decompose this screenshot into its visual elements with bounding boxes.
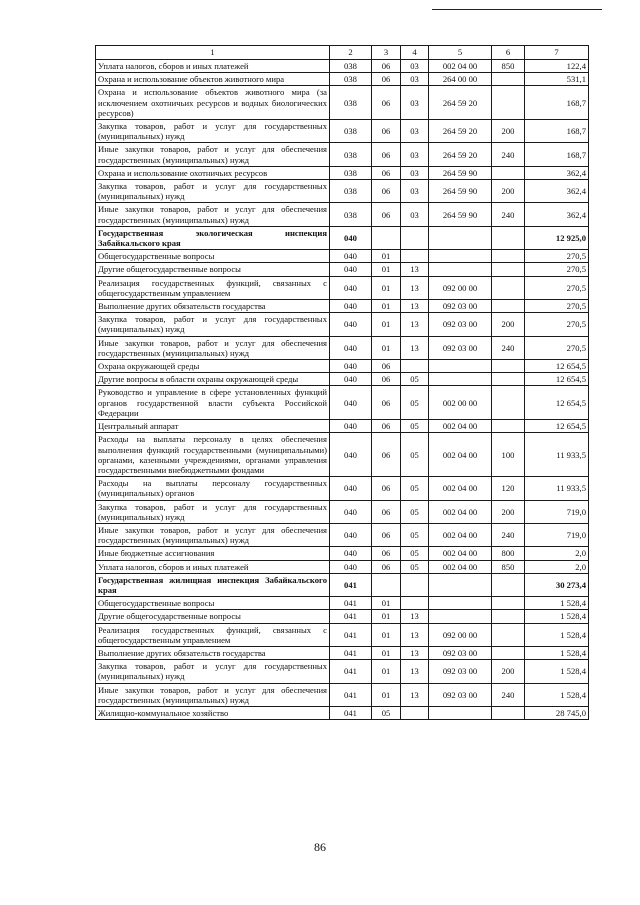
target-article-cell: 092 03 00 [429, 646, 492, 659]
section-code-cell [372, 573, 401, 596]
target-article-cell: 002 04 00 [429, 547, 492, 560]
target-article-cell: 092 03 00 [429, 313, 492, 336]
ministry-code-cell: 040 [330, 250, 372, 263]
subsection-code-cell: 03 [401, 180, 429, 203]
table-row [96, 263, 589, 276]
section-code-cell: 06 [372, 477, 401, 500]
expense-type-cell [492, 597, 525, 610]
amount-cell: 270,5 [525, 300, 589, 313]
row-name-cell: Другие общегосударственные вопросы [96, 610, 330, 623]
table-row [96, 433, 589, 477]
expense-type-cell [492, 86, 525, 120]
ministry-code-cell: 040 [330, 547, 372, 560]
ministry-code-cell: 038 [330, 86, 372, 120]
table-row [96, 336, 589, 359]
header-cell: 4 [401, 46, 429, 60]
amount-cell: 1 528,4 [525, 597, 589, 610]
target-article-cell: 264 59 20 [429, 86, 492, 120]
section-code-cell: 01 [372, 646, 401, 659]
target-article-cell [429, 610, 492, 623]
row-name-cell: Общегосударственные вопросы [96, 597, 330, 610]
subsection-code-cell: 13 [401, 313, 429, 336]
amount-cell: 11 933,5 [525, 477, 589, 500]
expense-type-cell [492, 623, 525, 646]
amount-cell: 531,1 [525, 73, 589, 86]
ministry-code-cell: 040 [330, 276, 372, 299]
subsection-code-cell: 13 [401, 300, 429, 313]
ministry-code-cell: 040 [330, 226, 372, 249]
expense-type-cell: 100 [492, 433, 525, 477]
table-row [96, 73, 589, 86]
expense-type-cell [492, 646, 525, 659]
table-row [96, 313, 589, 336]
ministry-code-cell: 040 [330, 420, 372, 433]
target-article-cell: 092 00 00 [429, 276, 492, 299]
target-article-cell: 002 04 00 [429, 420, 492, 433]
expense-type-cell [492, 166, 525, 179]
row-name-cell: Закупка товаров, работ и услуг для государственных (муниципальных) нужд [96, 313, 330, 336]
table-row [96, 373, 589, 386]
ministry-code-cell: 040 [330, 373, 372, 386]
ministry-code-cell: 041 [330, 706, 372, 719]
amount-cell: 719,0 [525, 523, 589, 546]
target-article-cell: 002 04 00 [429, 523, 492, 546]
target-article-cell: 264 00 00 [429, 73, 492, 86]
target-article-cell [429, 573, 492, 596]
expense-type-cell [492, 706, 525, 719]
table-row [96, 120, 589, 143]
subsection-code-cell [401, 597, 429, 610]
row-name-cell: Охрана и использование охотничьих ресурсов [96, 166, 330, 179]
subsection-code-cell: 05 [401, 523, 429, 546]
subsection-code-cell: 03 [401, 60, 429, 73]
header-cell: 3 [372, 46, 401, 60]
row-name-cell: Закупка товаров, работ и услуг для государственных (муниципальных) нужд [96, 500, 330, 523]
target-article-cell: 002 04 00 [429, 500, 492, 523]
row-name-cell: Руководство и управление в сфере установленных функций органов государственной власти субъекта Российской Федерации [96, 386, 330, 420]
ministry-code-cell: 040 [330, 360, 372, 373]
ministry-code-cell: 038 [330, 73, 372, 86]
table-row [96, 646, 589, 659]
ministry-code-cell: 040 [330, 386, 372, 420]
amount-cell: 1 528,4 [525, 623, 589, 646]
row-name-cell: Уплата налогов, сборов и иных платежей [96, 60, 330, 73]
target-article-cell [429, 706, 492, 719]
target-article-cell: 092 03 00 [429, 683, 492, 706]
row-name-cell: Жилищно-коммунальное хозяйство [96, 706, 330, 719]
header-cell: 6 [492, 46, 525, 60]
ministry-code-cell: 041 [330, 646, 372, 659]
ministry-code-cell: 040 [330, 263, 372, 276]
amount-cell: 30 273,4 [525, 573, 589, 596]
section-code-cell [372, 226, 401, 249]
section-code-cell: 06 [372, 523, 401, 546]
row-name-cell: Государственная жилищная инспекция Забайкальского края [96, 573, 330, 596]
table-row [96, 203, 589, 226]
table-row [96, 623, 589, 646]
expense-type-cell [492, 263, 525, 276]
section-code-cell: 06 [372, 143, 401, 166]
ministry-code-cell: 040 [330, 477, 372, 500]
ministry-code-cell: 038 [330, 60, 372, 73]
section-code-cell: 01 [372, 683, 401, 706]
target-article-cell: 002 04 00 [429, 433, 492, 477]
row-name-cell: Реализация государственных функций, связанных с общегосударственным управлением [96, 276, 330, 299]
subsection-code-cell: 13 [401, 683, 429, 706]
section-code-cell: 06 [372, 360, 401, 373]
amount-cell: 1 528,4 [525, 660, 589, 683]
subsection-code-cell: 13 [401, 646, 429, 659]
target-article-cell [429, 597, 492, 610]
expense-type-cell: 240 [492, 523, 525, 546]
subsection-code-cell: 13 [401, 623, 429, 646]
subsection-code-cell: 03 [401, 203, 429, 226]
subsection-code-cell [401, 706, 429, 719]
section-code-cell: 06 [372, 120, 401, 143]
ministry-code-cell: 040 [330, 336, 372, 359]
section-code-cell: 01 [372, 660, 401, 683]
amount-cell: 12 654,5 [525, 386, 589, 420]
subsection-code-cell: 13 [401, 336, 429, 359]
section-code-cell: 01 [372, 313, 401, 336]
amount-cell: 168,7 [525, 86, 589, 120]
section-code-cell: 01 [372, 263, 401, 276]
amount-cell: 12 654,5 [525, 360, 589, 373]
amount-cell: 1 528,4 [525, 610, 589, 623]
section-code-cell: 06 [372, 166, 401, 179]
amount-cell: 122,4 [525, 60, 589, 73]
table-row [96, 547, 589, 560]
expense-type-cell: 200 [492, 313, 525, 336]
expense-type-cell: 800 [492, 547, 525, 560]
row-name-cell: Иные закупки товаров, работ и услуг для обеспечения государственных (муниципальных) нужд [96, 203, 330, 226]
ministry-code-cell: 041 [330, 610, 372, 623]
table-row [96, 597, 589, 610]
expense-type-cell: 850 [492, 560, 525, 573]
ministry-code-cell: 038 [330, 180, 372, 203]
amount-cell: 270,5 [525, 250, 589, 263]
ministry-code-cell: 041 [330, 597, 372, 610]
expense-type-cell [492, 420, 525, 433]
subsection-code-cell: 03 [401, 120, 429, 143]
subsection-code-cell [401, 360, 429, 373]
page-number: 86 [314, 840, 326, 854]
section-code-cell: 06 [372, 500, 401, 523]
subsection-code-cell: 03 [401, 73, 429, 86]
table-row [96, 143, 589, 166]
row-name-cell: Иные бюджетные ассигнования [96, 547, 330, 560]
row-name-cell: Расходы на выплаты персоналу в целях обеспечения выполнения функций государственными (муниципальными) органами, казенными учреждениями, органами управления государственными внебюджетными фондами [96, 433, 330, 477]
subsection-code-cell: 13 [401, 263, 429, 276]
budget-table [95, 45, 589, 720]
subsection-code-cell: 05 [401, 386, 429, 420]
row-name-cell: Закупка товаров, работ и услуг для государственных (муниципальных) нужд [96, 180, 330, 203]
table-row [96, 573, 589, 596]
expense-type-cell: 200 [492, 500, 525, 523]
ministry-code-cell: 038 [330, 143, 372, 166]
ministry-code-cell: 040 [330, 313, 372, 336]
target-article-cell: 002 04 00 [429, 477, 492, 500]
table-row [96, 86, 589, 120]
ministry-code-cell: 041 [330, 683, 372, 706]
expense-type-cell: 240 [492, 203, 525, 226]
section-code-cell: 06 [372, 547, 401, 560]
table-row [96, 300, 589, 313]
row-name-cell: Другие вопросы в области охраны окружающей среды [96, 373, 330, 386]
subsection-code-cell [401, 226, 429, 249]
row-name-cell: Охрана окружающей среды [96, 360, 330, 373]
subsection-code-cell [401, 250, 429, 263]
amount-cell: 270,5 [525, 313, 589, 336]
target-article-cell: 264 59 20 [429, 120, 492, 143]
ministry-code-cell: 038 [330, 120, 372, 143]
row-name-cell: Выполнение других обязательств государства [96, 646, 330, 659]
row-name-cell: Выполнение других обязательств государства [96, 300, 330, 313]
amount-cell: 11 933,5 [525, 433, 589, 477]
table-row [96, 500, 589, 523]
target-article-cell: 002 04 00 [429, 560, 492, 573]
amount-cell: 12 925,0 [525, 226, 589, 249]
target-article-cell [429, 373, 492, 386]
budget-table-container [95, 45, 588, 720]
section-code-cell: 06 [372, 373, 401, 386]
subsection-code-cell: 05 [401, 433, 429, 477]
table-row [96, 386, 589, 420]
target-article-cell [429, 226, 492, 249]
expense-type-cell [492, 386, 525, 420]
amount-cell: 362,4 [525, 166, 589, 179]
row-name-cell: Иные закупки товаров, работ и услуг для обеспечения государственных (муниципальных) нужд [96, 336, 330, 359]
subsection-code-cell: 13 [401, 610, 429, 623]
subsection-code-cell: 05 [401, 500, 429, 523]
subsection-code-cell: 03 [401, 86, 429, 120]
subsection-code-cell: 13 [401, 276, 429, 299]
table-row [96, 60, 589, 73]
subsection-code-cell [401, 573, 429, 596]
target-article-cell: 002 00 00 [429, 386, 492, 420]
ministry-code-cell: 038 [330, 166, 372, 179]
target-article-cell: 092 00 00 [429, 623, 492, 646]
subsection-code-cell: 05 [401, 547, 429, 560]
table-row [96, 477, 589, 500]
expense-type-cell: 240 [492, 683, 525, 706]
table-row [96, 420, 589, 433]
ministry-code-cell: 038 [330, 203, 372, 226]
subsection-code-cell: 05 [401, 477, 429, 500]
top-rule [432, 9, 602, 10]
target-article-cell: 002 04 00 [429, 60, 492, 73]
ministry-code-cell: 040 [330, 500, 372, 523]
target-article-cell [429, 360, 492, 373]
section-code-cell: 06 [372, 386, 401, 420]
expense-type-cell [492, 360, 525, 373]
row-name-cell: Реализация государственных функций, связанных с общегосударственным управлением [96, 623, 330, 646]
expense-type-cell [492, 276, 525, 299]
target-article-cell: 264 59 90 [429, 203, 492, 226]
amount-cell: 168,7 [525, 120, 589, 143]
target-article-cell: 092 03 00 [429, 336, 492, 359]
amount-cell: 270,5 [525, 336, 589, 359]
table-row [96, 276, 589, 299]
header-cell: 1 [96, 46, 330, 60]
header-cell: 7 [525, 46, 589, 60]
ministry-code-cell: 040 [330, 300, 372, 313]
amount-cell: 2,0 [525, 560, 589, 573]
ministry-code-cell: 040 [330, 433, 372, 477]
section-code-cell: 01 [372, 623, 401, 646]
section-code-cell: 06 [372, 560, 401, 573]
row-name-cell: Уплата налогов, сборов и иных платежей [96, 560, 330, 573]
section-code-cell: 06 [372, 180, 401, 203]
amount-cell: 2,0 [525, 547, 589, 560]
section-code-cell: 06 [372, 73, 401, 86]
table-row [96, 180, 589, 203]
table-row [96, 166, 589, 179]
table-row [96, 560, 589, 573]
table-row [96, 610, 589, 623]
subsection-code-cell: 05 [401, 560, 429, 573]
row-name-cell: Иные закупки товаров, работ и услуг для обеспечения государственных (муниципальных) нужд [96, 143, 330, 166]
expense-type-cell [492, 226, 525, 249]
target-article-cell [429, 263, 492, 276]
table-row [96, 250, 589, 263]
amount-cell: 362,4 [525, 203, 589, 226]
row-name-cell: Иные закупки товаров, работ и услуг для обеспечения государственных (муниципальных) нужд [96, 523, 330, 546]
section-code-cell: 06 [372, 86, 401, 120]
ministry-code-cell: 041 [330, 660, 372, 683]
row-name-cell: Иные закупки товаров, работ и услуг для обеспечения государственных (муниципальных) нужд [96, 683, 330, 706]
table-row [96, 360, 589, 373]
expense-type-cell [492, 73, 525, 86]
row-name-cell: Общегосударственные вопросы [96, 250, 330, 263]
target-article-cell: 264 59 90 [429, 166, 492, 179]
subsection-code-cell: 03 [401, 166, 429, 179]
section-code-cell: 01 [372, 610, 401, 623]
row-name-cell: Расходы на выплаты персоналу государственных (муниципальных) органов [96, 477, 330, 500]
expense-type-cell [492, 373, 525, 386]
expense-type-cell: 200 [492, 660, 525, 683]
amount-cell: 28 745,0 [525, 706, 589, 719]
table-row [96, 226, 589, 249]
expense-type-cell: 240 [492, 143, 525, 166]
amount-cell: 168,7 [525, 143, 589, 166]
expense-type-cell: 240 [492, 336, 525, 359]
expense-type-cell: 120 [492, 477, 525, 500]
row-name-cell: Государственная экологическая инспекция Забайкальского края [96, 226, 330, 249]
section-code-cell: 01 [372, 597, 401, 610]
table-row [96, 683, 589, 706]
amount-cell: 12 654,5 [525, 420, 589, 433]
ministry-code-cell: 040 [330, 523, 372, 546]
amount-cell: 1 528,4 [525, 646, 589, 659]
header-cell: 5 [429, 46, 492, 60]
subsection-code-cell: 03 [401, 143, 429, 166]
section-code-cell: 06 [372, 433, 401, 477]
row-name-cell: Охрана и использование объектов животного мира (за исключением охотничьих ресурсов и водных биологических ресурсов) [96, 86, 330, 120]
section-code-cell: 01 [372, 300, 401, 313]
row-name-cell: Охрана и использование объектов животного мира [96, 73, 330, 86]
target-article-cell: 092 03 00 [429, 660, 492, 683]
row-name-cell: Закупка товаров, работ и услуг для государственных (муниципальных) нужд [96, 120, 330, 143]
ministry-code-cell: 040 [330, 560, 372, 573]
expense-type-cell [492, 300, 525, 313]
section-code-cell: 06 [372, 60, 401, 73]
ministry-code-cell: 041 [330, 623, 372, 646]
section-code-cell: 05 [372, 706, 401, 719]
target-article-cell [429, 250, 492, 263]
subsection-code-cell: 13 [401, 660, 429, 683]
table-row [96, 660, 589, 683]
section-code-cell: 01 [372, 250, 401, 263]
header-cell: 2 [330, 46, 372, 60]
ministry-code-cell: 041 [330, 573, 372, 596]
row-name-cell: Закупка товаров, работ и услуг для государственных (муниципальных) нужд [96, 660, 330, 683]
amount-cell: 12 654,5 [525, 373, 589, 386]
expense-type-cell: 850 [492, 60, 525, 73]
section-code-cell: 01 [372, 276, 401, 299]
target-article-cell: 264 59 90 [429, 180, 492, 203]
subsection-code-cell: 05 [401, 420, 429, 433]
expense-type-cell [492, 610, 525, 623]
section-code-cell: 06 [372, 420, 401, 433]
table-row [96, 706, 589, 719]
target-article-cell: 092 03 00 [429, 300, 492, 313]
amount-cell: 270,5 [525, 276, 589, 299]
expense-type-cell [492, 573, 525, 596]
amount-cell: 1 528,4 [525, 683, 589, 706]
section-code-cell: 06 [372, 203, 401, 226]
amount-cell: 362,4 [525, 180, 589, 203]
target-article-cell: 264 59 20 [429, 143, 492, 166]
expense-type-cell: 200 [492, 180, 525, 203]
row-name-cell: Центральный аппарат [96, 420, 330, 433]
subsection-code-cell: 05 [401, 373, 429, 386]
section-code-cell: 01 [372, 336, 401, 359]
amount-cell: 270,5 [525, 263, 589, 276]
amount-cell: 719,0 [525, 500, 589, 523]
table-header-row [96, 46, 589, 60]
row-name-cell: Другие общегосударственные вопросы [96, 263, 330, 276]
expense-type-cell [492, 250, 525, 263]
expense-type-cell: 200 [492, 120, 525, 143]
table-row [96, 523, 589, 546]
